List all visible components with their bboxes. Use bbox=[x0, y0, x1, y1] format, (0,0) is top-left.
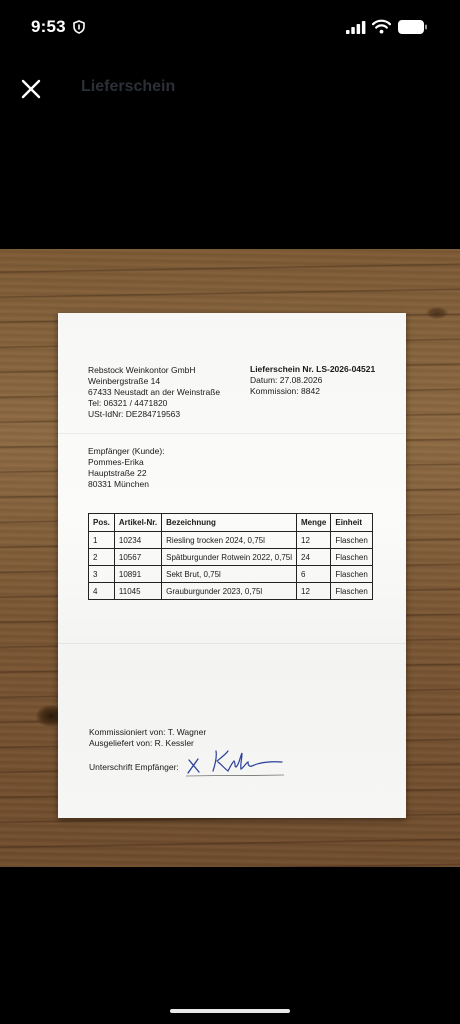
page-title: Lieferschein bbox=[81, 78, 176, 95]
status-time: 9:53 bbox=[31, 17, 66, 36]
wifi-icon bbox=[372, 19, 391, 39]
column-header: Artikel-Nr. bbox=[114, 514, 161, 532]
table-cell: 6 bbox=[297, 566, 331, 583]
table-cell: Sekt Brut, 0,75l bbox=[162, 566, 297, 583]
delivery-note-paper bbox=[58, 313, 406, 818]
document-info bbox=[250, 364, 375, 397]
table-cell: 2 bbox=[89, 549, 115, 566]
document-commission: Kommission: 8842 bbox=[250, 386, 320, 396]
wood-knot bbox=[426, 307, 448, 319]
table-cell: Riesling trocken 2024, 0,75l bbox=[162, 532, 297, 549]
recipient-address bbox=[88, 446, 165, 490]
cellular-signal-icon bbox=[346, 21, 366, 39]
sender-city: 67433 Neustadt an der Weinstraße bbox=[88, 387, 221, 397]
table-cell: Spätburgunder Rotwein 2022, 0,75l bbox=[162, 549, 297, 566]
table-cell: 11045 bbox=[114, 583, 161, 600]
viewer-header bbox=[0, 62, 460, 112]
table-cell: 4 bbox=[89, 583, 115, 600]
delivered-by: Ausgeliefert von: R. Kessler bbox=[89, 738, 194, 748]
table-cell: 24 bbox=[297, 549, 331, 566]
table-cell: 12 bbox=[297, 532, 331, 549]
shield-icon bbox=[73, 20, 85, 39]
sender-vat: USt-IdNr: DE284719563 bbox=[88, 409, 181, 419]
table-cell: 1 bbox=[89, 532, 115, 549]
handwritten-signature bbox=[186, 745, 286, 777]
table-cell: 10567 bbox=[114, 549, 161, 566]
items-table bbox=[88, 513, 373, 600]
document-date: Datum: 27.08.2026 bbox=[250, 375, 323, 385]
table-cell: Grauburgunder 2023, 0,75l bbox=[162, 583, 297, 600]
sender-address bbox=[88, 365, 220, 420]
sender-street: Weinbergstraße 14 bbox=[88, 376, 161, 386]
status-bar bbox=[0, 0, 460, 54]
document-photo[interactable] bbox=[0, 249, 460, 867]
signature-label: Unterschrift Empfänger: bbox=[89, 762, 179, 772]
column-header: Menge bbox=[297, 514, 331, 532]
table-cell: Flaschen bbox=[331, 566, 372, 583]
column-header: Einheit bbox=[331, 514, 372, 532]
table-cell: Flaschen bbox=[331, 532, 372, 549]
table-cell: 3 bbox=[89, 566, 115, 583]
sender-company: Rebstock Weinkontor GmbH bbox=[88, 365, 196, 375]
battery-icon bbox=[398, 20, 428, 39]
close-icon bbox=[18, 76, 44, 102]
recipient-label: Empfänger (Kunde): bbox=[88, 446, 165, 456]
table-row bbox=[89, 583, 373, 600]
signature-row bbox=[89, 762, 179, 772]
table-cell: 12 bbox=[297, 583, 331, 600]
picked-by: Kommissioniert von: T. Wagner bbox=[89, 727, 207, 737]
document-number: Lieferschein Nr. LS-2026-04521 bbox=[250, 364, 376, 374]
table-cell: 10234 bbox=[114, 532, 161, 549]
column-header: Pos. bbox=[89, 514, 115, 532]
table-row bbox=[89, 532, 373, 549]
home-indicator[interactable] bbox=[170, 1009, 290, 1013]
table-cell: 10891 bbox=[114, 566, 161, 583]
column-header: Bezeichnung bbox=[162, 514, 297, 532]
table-cell: Flaschen bbox=[331, 549, 372, 566]
close-button[interactable] bbox=[18, 76, 44, 102]
recipient-city: 80331 München bbox=[88, 479, 149, 489]
table-row bbox=[89, 566, 373, 583]
recipient-name: Pommes-Erika bbox=[88, 457, 144, 467]
table-cell: Flaschen bbox=[331, 583, 372, 600]
table-row bbox=[89, 549, 373, 566]
table-header-row bbox=[89, 514, 373, 532]
sender-phone: Tel: 06321 / 4471820 bbox=[88, 398, 168, 408]
recipient-street: Hauptstraße 22 bbox=[88, 468, 147, 478]
